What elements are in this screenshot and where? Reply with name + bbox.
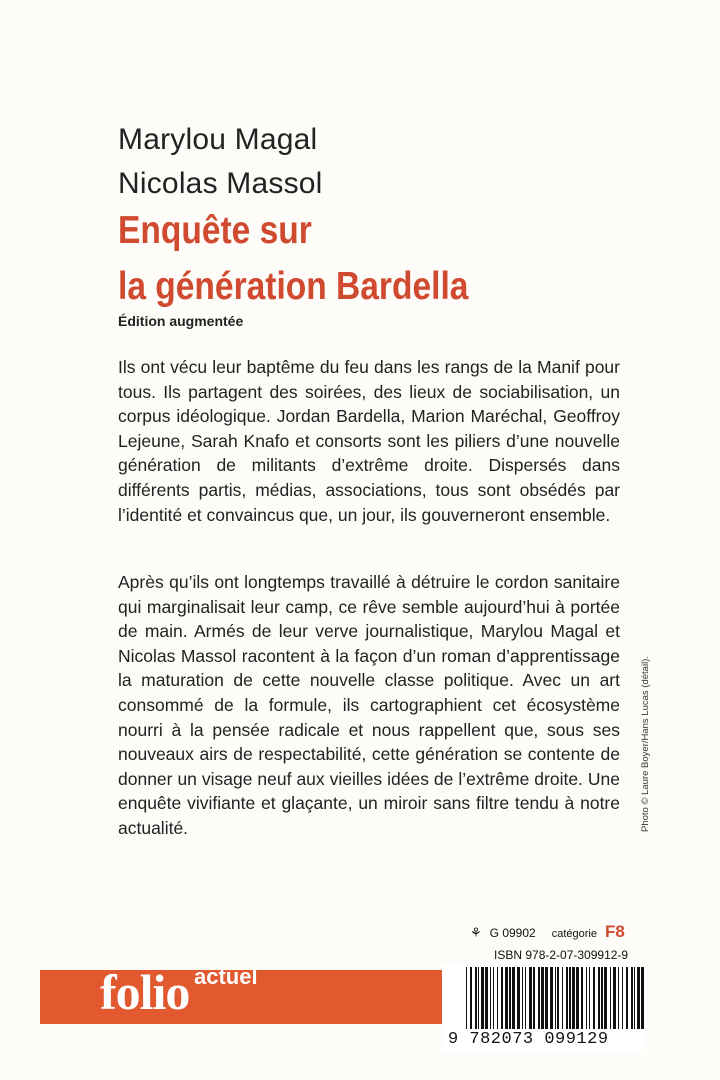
barcode-bar xyxy=(529,967,532,1029)
barcode-bar xyxy=(598,967,600,1029)
barcode-bar xyxy=(557,967,559,1029)
barcode-bar xyxy=(533,967,535,1029)
barcode-bar xyxy=(586,967,587,1029)
barcode-bar xyxy=(634,967,635,1029)
blurb-paragraph: Ils ont vécu leur baptême du feu dans les rangs de la Manif pour tous. Ils partagent des soirées, des lieux de sociabilisation, un corpus idéologique. Jordan Bardella, Marion Maréchal, Geoffroy Lejeune, Sarah Knafo et consorts sont les piliers d’une nouvelle génération de militants d’extrême droite. Dispersés dans différents partis, médias, associations, tous sont obsédés par l’identité et convaincus que, un jour, ils gouverneront ensemble. xyxy=(118,357,620,525)
product-code: G 09902 xyxy=(489,926,536,940)
barcode-bar xyxy=(501,967,503,1029)
barcode-bar xyxy=(509,967,511,1029)
title-line: la génération Bardella xyxy=(118,265,469,308)
barcode-bar xyxy=(475,967,477,1029)
barcode-bar xyxy=(517,967,520,1029)
author-name: Marylou Magal xyxy=(118,123,318,156)
blurb-paragraph: Après qu’ils ont longtemps travaillé à détruire le cordon sanitaire qui marginalisait leur camp, ce rêve semble aujourd’hui à portée de main. Armés de leur verve journalistique, Marylou Magal et Nicolas Massol racontent à la façon d’un roman d’apprentissage la maturation de cette nouvelle classe politique. Avec un art consommé de la formule, ils cartographient cet écosystème nourri à la pensée radicale et nous rappellent que, sous ses nouveaux airs de respectabilité, cette génération se contente de donner un visage neuf aux vieilles idées de l’extrême droite. Une enquête vivifiante et glaçante, un miroir sans filtre tendu à notre actualité. xyxy=(118,572,620,838)
edition-label: Édition augmentée xyxy=(118,313,244,329)
barcode-digits: 9 782073 099129 xyxy=(448,1030,609,1049)
barcode-bar xyxy=(637,967,640,1029)
product-codes xyxy=(470,922,628,962)
author-name: Nicolas Massol xyxy=(118,167,323,200)
barcode-bar xyxy=(478,967,479,1029)
barcode-bar xyxy=(550,967,553,1029)
barcode-bar xyxy=(641,967,644,1029)
isbn: ISBN 978-2-07-309912-9 xyxy=(494,948,629,962)
folio-logo: folio xyxy=(100,964,190,1020)
barcode xyxy=(442,965,645,1052)
barcode-bar xyxy=(485,967,488,1029)
category-value: F8 xyxy=(604,922,625,941)
barcode-bar xyxy=(525,967,526,1029)
barcode-bar xyxy=(497,967,498,1029)
barcode-bar xyxy=(589,967,590,1029)
authors xyxy=(118,118,323,206)
barcode-bar xyxy=(562,967,563,1029)
title-line: Enquête sur xyxy=(118,209,312,252)
barcode-bar xyxy=(631,967,633,1029)
barcode-bar xyxy=(541,967,544,1029)
barcode-bar xyxy=(512,967,515,1029)
barcode-bar xyxy=(538,967,540,1029)
barcode-bar xyxy=(613,967,616,1029)
barcode-bar xyxy=(601,967,603,1029)
barcode-bar xyxy=(522,967,523,1029)
book-title xyxy=(118,203,525,315)
barcode-bar xyxy=(470,967,472,1029)
photo-credit: Photo © Laure Boyer/Hans Lucas (détail). xyxy=(640,656,651,832)
book-symbol-icon: ⚘ xyxy=(470,925,482,940)
barcode-bar xyxy=(572,967,575,1029)
barcode-bar xyxy=(493,967,494,1029)
barcode-bars xyxy=(466,967,646,1031)
barcode-bar xyxy=(505,967,508,1029)
barcode-bar xyxy=(576,967,579,1029)
barcode-bar xyxy=(555,967,556,1029)
barcode-bar xyxy=(481,967,484,1029)
barcode-bar xyxy=(545,967,548,1029)
barcode-bar xyxy=(593,967,595,1029)
barcode-bar xyxy=(622,967,623,1029)
barcode-bar xyxy=(566,967,568,1029)
barcode-bar xyxy=(604,967,607,1029)
barcode-bar xyxy=(466,967,467,1029)
barcode-bar xyxy=(618,967,619,1029)
barcode-bar xyxy=(581,967,583,1029)
category-label: catégorie xyxy=(551,928,597,940)
barcode-bar xyxy=(610,967,611,1029)
barcode-bar xyxy=(569,967,571,1029)
barcode-bar xyxy=(490,967,491,1029)
collection-label: actuel xyxy=(194,964,258,989)
barcode-bar xyxy=(626,967,628,1029)
